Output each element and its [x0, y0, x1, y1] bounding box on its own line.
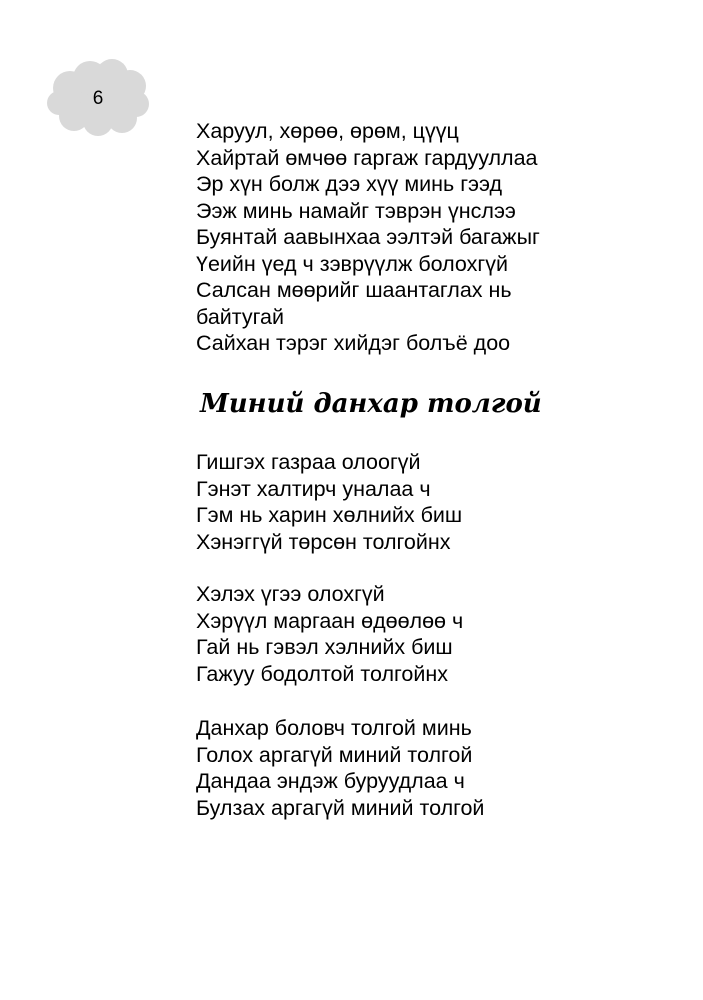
stanza-3 — [196, 715, 484, 821]
verse-line: Голох аргагүй миний толгой — [196, 742, 473, 767]
verse-line: Харуул, хөрөө, өрөм, цүүц — [196, 119, 459, 143]
verse-line: Данхар боловч толгой минь — [196, 716, 472, 740]
verse-line: Хэнэггүй төрсөн толгойнх — [196, 529, 451, 554]
page-number: 6 — [92, 88, 104, 109]
verse-line: Гэнэт халтирч уналаа ч — [196, 476, 431, 501]
verse-line: Гай нь гэвэл хэлнийх биш — [196, 635, 453, 659]
verse-line: Үеийн үед ч зэврүүлж болохгүй — [196, 251, 508, 276]
verse-line: Булзах аргагүй миний толгой — [196, 795, 485, 820]
verse-line: Дандаа эндэж буруудлаа ч — [196, 769, 465, 793]
stanza-1 — [196, 449, 462, 555]
verse-line: Сайхан тэрэг хийдэг болъё доо — [196, 331, 511, 355]
verse-line: Буянтай аавынхаа ээлтэй багажыг — [196, 225, 540, 249]
stanza-2 — [196, 581, 463, 687]
page-number-badge — [46, 58, 150, 136]
verse-line: Гишгэх газраа олоогүй — [196, 450, 421, 474]
verse-line: Хайртай өмчөө гаргаж гардууллаа — [196, 145, 538, 170]
verse-line: Хэлэх үгээ олохгүй — [196, 582, 385, 606]
verse-line: Ээж минь намайг тэврэн үнслээ — [196, 198, 516, 223]
verse-line: Салсан мөөрийг шаантаглах нь — [196, 278, 512, 302]
verse-line: Гажуу бодолтой толгойнх — [196, 661, 449, 686]
verse-line: Гэм нь харин хөлнийх биш — [196, 503, 463, 527]
verse-line: Эр хүн болж дээ хүү минь гээд — [196, 172, 503, 196]
previous-poem-ending — [196, 118, 540, 357]
verse-line: Хэрүүл маргаан өдөөлөө ч — [196, 608, 464, 633]
verse-line: байтугай — [196, 304, 284, 329]
poem-title: Миний данхар толгой — [200, 389, 542, 419]
